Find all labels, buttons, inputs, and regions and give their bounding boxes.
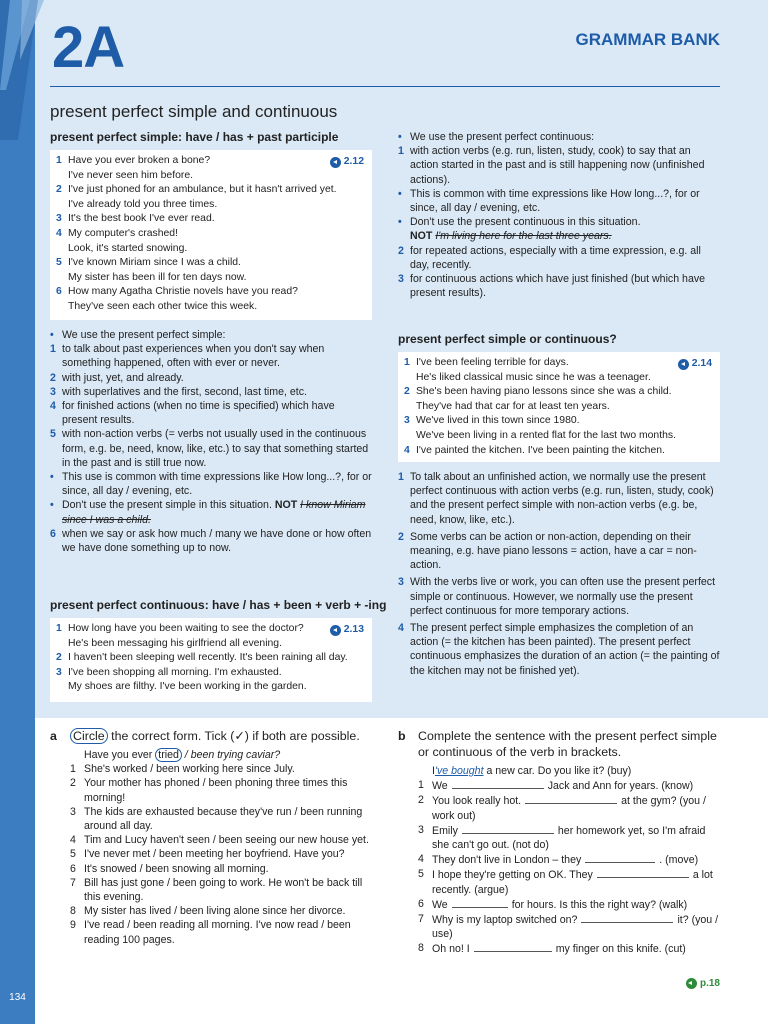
- example-line: How many Agatha Christie novels have you read?: [68, 286, 298, 298]
- example-line: We've been living in a rented flat for the last two months.: [416, 429, 676, 441]
- item-text: Tim and Lucy haven't seen / been seeing our new house yet.: [84, 834, 369, 847]
- note-text: with action verbs (e.g. run, listen, study, cook) to say that an action started in the past and is still happening now (unfinished actions).: [410, 145, 705, 186]
- example-1: [56, 622, 364, 651]
- answer-blank[interactable]: [525, 793, 617, 804]
- example-6: [56, 285, 364, 314]
- example-line: My computer's crashed!: [68, 227, 178, 239]
- exercise-b-item: [398, 778, 723, 793]
- exercise-a-item[interactable]: [50, 918, 380, 946]
- note-text: The present perfect simple emphasizes the completion of an action (= the kitchen has been painted). The present perfect continuous emphasizes the duration of an action (= the painting of the kitchen may not be finished yet).: [410, 622, 720, 677]
- item-text: We: [432, 898, 448, 911]
- section-title: present perfect simple and continuous: [50, 102, 338, 121]
- audio-track-2-13[interactable]: [330, 623, 364, 638]
- note-number: 2: [50, 371, 56, 384]
- note-number: 1: [50, 343, 56, 356]
- header-rule: [50, 86, 720, 87]
- item-number: 8: [70, 905, 76, 918]
- note-text: This is common with time expressions like How long...?, for or since, all day / evening, etc.: [410, 187, 700, 215]
- item-text: It's snowed / been snowing all morning.: [84, 862, 269, 875]
- circle-word: Circle: [70, 728, 108, 744]
- exercise-a-item[interactable]: [50, 904, 380, 918]
- simple-or-continuous-notes: [398, 470, 720, 678]
- item-text: a lot recently. (argue): [432, 869, 713, 896]
- example-number: 2: [56, 652, 62, 664]
- example-line: My sister has been ill for ten days now.: [68, 271, 247, 283]
- example-number: 3: [56, 213, 62, 225]
- item-text: Why is my laptop switched on?: [432, 914, 578, 927]
- item-text: . (move): [659, 854, 699, 867]
- example-line: I've been shopping all morning. I'm exhausted.: [68, 666, 282, 678]
- item-number: 2: [418, 794, 424, 807]
- note-text: To talk about an unfinished action, we normally use the present perfect continuous with action verbs (e.g. run, listen, study, cook) and the present perfect simple with non-action verbs (e.g. be, need, know, like, etc.).: [410, 471, 714, 526]
- item-text: She's worked / been working here since July.: [84, 763, 295, 776]
- item-number: 3: [70, 805, 76, 818]
- exercise-b-item: [398, 912, 723, 941]
- note-number: 6: [50, 527, 56, 540]
- answer-blank[interactable]: [452, 897, 508, 908]
- item-text: The kids are exhausted because they've run / been running around all day.: [84, 805, 363, 833]
- example-line: I've never seen him before.: [68, 169, 194, 181]
- note-text: with superlatives and the first, second, last time, etc.: [62, 385, 307, 398]
- note-number: 5: [50, 428, 56, 441]
- exercise-b-item: [398, 793, 723, 822]
- note-text: This use is common with time expressions like How long...?, for or since, all day / evening, etc.: [62, 471, 372, 498]
- bullet-icon: •: [398, 216, 402, 229]
- page-number: 134: [9, 992, 26, 1003]
- example-line: They've had that car for at least ten years.: [416, 400, 610, 412]
- exercise-a-item[interactable]: [50, 876, 380, 904]
- example-number: 1: [404, 357, 410, 368]
- note-text: for repeated actions, especially with a time expression, e.g. all day, recently.: [410, 244, 701, 271]
- example-line: I've known Miriam since I was a child.: [68, 257, 241, 269]
- example-3: [404, 414, 712, 443]
- note-number: 3: [398, 576, 404, 589]
- example-number: 6: [56, 286, 62, 298]
- incorrect-example: I'm living here for the last three years.: [435, 230, 612, 243]
- exercise-a-item[interactable]: [50, 862, 380, 876]
- item-text: at the gym? (you / work out): [432, 795, 706, 822]
- example-2: [56, 183, 364, 212]
- example-line: How long have you been waiting to see the doctor?: [68, 623, 304, 634]
- example-5: [56, 256, 364, 285]
- item-text: Your mother has phoned / been phoning three times this morning!: [84, 777, 348, 804]
- example-line: She's been having piano lessons since she was a child.: [416, 386, 672, 398]
- example-number: 4: [56, 227, 62, 239]
- exercise-a: [50, 728, 380, 947]
- bullet-icon: •: [50, 329, 54, 341]
- example-text: Have you ever: [84, 749, 156, 761]
- present-perfect-simple-heading: present perfect simple: have / has + past participle: [50, 130, 339, 144]
- present-perfect-continuous-heading: present perfect continuous: have / has + been + verb + -ing: [50, 598, 387, 612]
- example-text: / been trying caviar?: [181, 749, 281, 761]
- note-text: With the verbs live or work, you can often use the present perfect simple or continuous. However, we normally use the present perfect continuous for more temporary actions.: [410, 576, 716, 617]
- item-number: 4: [70, 834, 76, 847]
- exercise-instruction: the correct form. Tick (✓) if both are possible.: [111, 729, 360, 743]
- item-number: 9: [70, 919, 76, 932]
- grammar-bank-title: GRAMMAR BANK: [575, 30, 720, 49]
- exercise-b-item: [398, 823, 723, 852]
- note-text: with non-action verbs (= verbs not usually used in the continuous form, e.g. be, need, know, like, etc.) to say that something started in the past and is still true now.: [62, 428, 369, 469]
- exercise-letter: a: [50, 729, 57, 743]
- present-perfect-simple-examples: [50, 150, 372, 320]
- example-line: I've painted the kitchen. I've been painting the kitchen.: [416, 444, 665, 456]
- item-text: I've never met / been meeting her boyfriend. Have you?: [84, 848, 345, 861]
- exercise-a-item[interactable]: [50, 805, 380, 833]
- audio-label: 2.12: [343, 156, 364, 167]
- example-1: [404, 356, 712, 385]
- example-number: 3: [56, 666, 62, 678]
- example-4: [56, 227, 364, 256]
- note-number: 4: [398, 622, 404, 635]
- note-number: 2: [398, 244, 404, 257]
- item-number: 5: [70, 848, 76, 861]
- answer-blank[interactable]: [462, 823, 554, 834]
- example-number: 1: [56, 623, 62, 634]
- example-number: 2: [56, 184, 62, 196]
- note-text: to talk about past experiences when you don't say when something happened, often with ever or never.: [62, 343, 325, 370]
- example-number: 1: [56, 155, 62, 166]
- note-text: for finished actions (when no time is specified) which have present results.: [62, 400, 335, 427]
- example-line: Look, it's started snowing.: [68, 242, 188, 254]
- example-line: I've just phoned for an ambulance, but it hasn't arrived yet.: [68, 184, 337, 196]
- item-number: 2: [70, 777, 76, 790]
- item-text: Jack and Ann for years. (know): [547, 780, 694, 793]
- answer-blank[interactable]: [585, 852, 655, 863]
- example-number: 3: [404, 415, 410, 427]
- answer-blank[interactable]: [452, 778, 544, 789]
- exercise-b-items: [398, 778, 723, 956]
- note-number: 3: [50, 385, 56, 398]
- circled-answer: tried: [155, 748, 182, 762]
- item-text: My sister has lived / been living alone since her divorce.: [84, 905, 346, 918]
- present-perfect-simple-notes: [50, 328, 372, 555]
- exercise-example: [398, 764, 723, 778]
- simple-or-continuous-heading: present perfect simple or continuous?: [398, 332, 617, 346]
- exercise-a-item[interactable]: [50, 833, 380, 847]
- example-line: Have you ever broken a bone?: [68, 155, 211, 166]
- exercise-b-item: [398, 867, 723, 896]
- answer-blank[interactable]: [474, 941, 552, 952]
- item-text: I hope they're getting on OK. They: [432, 869, 593, 882]
- item-number: 1: [70, 763, 76, 776]
- bullet-icon: •: [50, 471, 54, 484]
- note-text: Don't use the present continuous in this situation.: [410, 216, 641, 229]
- example-text: a new car. Do you like it? (buy): [483, 765, 632, 777]
- note-text: Don't use the present simple in this situation.: [62, 499, 272, 512]
- answer-blank[interactable]: [597, 867, 689, 878]
- incorrect-example: I know Miriam since I was a child.: [62, 499, 366, 526]
- example-line: He's liked classical music since he was a teenager.: [416, 371, 651, 383]
- exercise-b-item: [398, 852, 723, 867]
- speaker-icon: [330, 625, 341, 636]
- item-number: 4: [418, 853, 424, 866]
- note-text: We use the present perfect continuous:: [410, 131, 595, 143]
- speaker-icon: [330, 157, 341, 168]
- item-text: We: [432, 780, 448, 793]
- back-arrow-icon: [686, 978, 697, 989]
- exercise-b-item: [398, 897, 723, 912]
- example-1: [56, 154, 364, 183]
- example-line: I've already told you three times.: [68, 198, 218, 210]
- item-number: 5: [418, 868, 424, 881]
- present-perfect-continuous-examples: [50, 618, 372, 702]
- note-text: Some verbs can be action or non-action, depending on their meaning, e.g. have piano lessons = action, have a car = non-action.: [410, 530, 697, 572]
- example-line: We've lived in this town since 1980.: [416, 415, 580, 427]
- exercise-example: [50, 748, 380, 762]
- item-number: 7: [418, 913, 424, 926]
- example-line: It's the best book I've ever read.: [68, 213, 215, 225]
- not-label: NOT: [274, 499, 298, 512]
- simple-or-continuous-examples: [398, 352, 720, 462]
- note-number: 1: [398, 471, 404, 483]
- item-text: Bill has just gone / been going to work. He won't be back till this evening.: [84, 876, 363, 904]
- bullet-icon: •: [50, 499, 54, 512]
- item-number: 6: [70, 862, 76, 875]
- example-number: 2: [404, 386, 410, 398]
- item-number: 1: [418, 779, 424, 792]
- item-text: They don't live in London – they: [432, 854, 582, 867]
- example-line: I haven't been sleeping well recently. It's been raining all day.: [68, 652, 348, 664]
- note-number: 1: [398, 145, 404, 158]
- item-text: for hours. Is this the right way? (walk): [511, 898, 688, 911]
- item-text: my finger on this knife. (cut): [555, 943, 686, 956]
- exercise-instruction: Complete the sentence with the present perfect simple or continuous of the verb in brackets.: [418, 729, 717, 759]
- exercise-a-item[interactable]: [50, 776, 380, 804]
- item-text: Emily: [432, 824, 458, 837]
- note-text: when we say or ask how much / many we have done or how often we have done something up to now.: [62, 527, 372, 555]
- item-text: her homework yet, so I'm afraid she can't go out. (not do): [432, 824, 706, 852]
- example-3: [56, 666, 364, 695]
- example-answer: 've bought: [434, 765, 484, 777]
- note-text: with just, yet, and already.: [62, 371, 184, 384]
- example-2: [56, 651, 364, 666]
- page-reference[interactable]: [686, 978, 720, 989]
- note-number: 3: [398, 273, 404, 286]
- side-stripe: [0, 0, 35, 1024]
- note-number: 4: [50, 400, 56, 413]
- example-text: I: [432, 765, 435, 777]
- example-3: [56, 212, 364, 227]
- example-line: My shoes are filthy. I've been working in the garden.: [68, 681, 307, 693]
- example-4: [404, 444, 712, 459]
- note-text: We use the present perfect simple:: [62, 329, 226, 341]
- exercise-letter: b: [398, 729, 406, 743]
- unit-number: 2A: [52, 15, 125, 80]
- exercise-b: [398, 728, 723, 957]
- speaker-icon: [678, 359, 689, 370]
- note-text: for continuous actions which have just finished (but which have present results).: [410, 273, 706, 300]
- item-text: it? (you / use): [432, 914, 719, 941]
- bullet-icon: •: [398, 187, 402, 200]
- exercise-b-item: [398, 941, 723, 956]
- example-line: He's been messaging his girlfriend all evening.: [68, 637, 282, 649]
- example-line: They've seen each other twice this week.: [68, 300, 258, 312]
- not-label: NOT: [410, 230, 433, 243]
- exercise-a-items: [50, 762, 380, 947]
- example-number: 5: [56, 257, 62, 269]
- item-text: You look really hot.: [432, 795, 522, 808]
- audio-track-2-12[interactable]: [330, 155, 364, 170]
- item-number: 8: [418, 942, 424, 955]
- example-2: [404, 385, 712, 414]
- exercise-a-item[interactable]: [50, 847, 380, 861]
- page-reference-label: p.18: [699, 978, 720, 989]
- audio-label: 2.14: [691, 358, 712, 369]
- answer-blank[interactable]: [581, 912, 673, 923]
- example-number: 4: [404, 444, 410, 456]
- bullet-icon: •: [398, 131, 402, 143]
- item-number: 3: [418, 823, 424, 836]
- corner-decoration: [0, 0, 55, 140]
- item-text: Oh no! I: [432, 943, 470, 956]
- example-line: I've been feeling terrible for days.: [416, 357, 569, 368]
- present-perfect-continuous-notes: [398, 130, 720, 300]
- item-number: 6: [418, 897, 424, 910]
- exercise-a-item[interactable]: [50, 762, 380, 776]
- item-number: 7: [70, 876, 76, 889]
- audio-label: 2.13: [343, 624, 364, 635]
- audio-track-2-14[interactable]: [678, 357, 712, 372]
- item-text: I've read / been reading all morning. I've now read / been reading 100 pages.: [84, 919, 351, 946]
- note-number: 2: [398, 530, 404, 543]
